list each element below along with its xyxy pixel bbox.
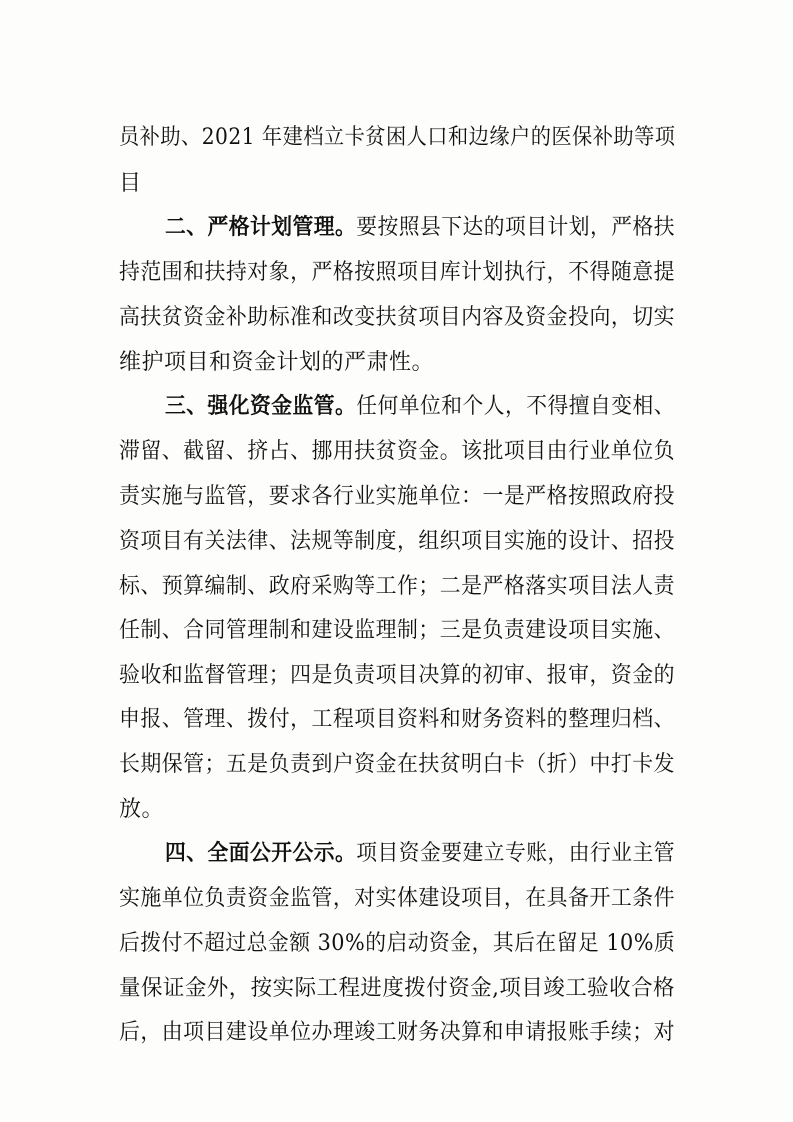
paragraph-line: 滞留、截留、挤占、挪用扶贫资金。该批项目由行业单位负 bbox=[119, 439, 675, 464]
paragraph-line: 实施单位负责资金监管，对实体建设项目，在具备开工条件 bbox=[119, 886, 675, 911]
paragraph-line: 高扶贫资金补助标准和改变扶贫项目内容及资金投向，切实 bbox=[119, 305, 675, 330]
section-2-first-line bbox=[165, 214, 675, 242]
paragraph-line: 标、预算编制、政府采购等工作；二是严格落实项目法人责 bbox=[119, 574, 675, 599]
paragraph-line: 放。 bbox=[119, 797, 165, 822]
paragraph-line: 持范围和扶持对象，严格按照项目库计划执行，不得随意提 bbox=[119, 260, 675, 285]
section-3-text: 任何单位和个人，不得擅自变相、 bbox=[356, 394, 676, 419]
paragraph-line: 员补助、2021 年建档立卡贫困人口和边缘户的医保补助等项 bbox=[119, 125, 676, 150]
section-3-heading: 三、强化资金监管。 bbox=[165, 394, 357, 419]
section-4-text: 项目资金要建立专账，由行业主管 bbox=[356, 841, 676, 866]
paragraph-line: 后拨付不超过总金额 30%的启动资金，其后在留足 10%质 bbox=[119, 931, 676, 956]
paragraph-line: 任制、合同管理制和建设监理制；三是负责建设项目实施、 bbox=[119, 618, 675, 643]
paragraph-line: 维护项目和资金计划的严肃性。 bbox=[119, 350, 435, 375]
paragraph-line: 目 bbox=[119, 171, 142, 196]
paragraph-line: 申报、管理、拨付，工程项目资料和财务资料的整理归档、 bbox=[119, 707, 675, 732]
paragraph-line: 量保证金外，按实际工程进度拨付资金,项目竣工验收合格 bbox=[119, 976, 675, 1001]
paragraph-line: 后，由项目建设单位办理竣工财务决算和申请报账手续；对 bbox=[119, 1020, 675, 1045]
paragraph-line: 资项目有关法律、法规等制度，组织项目实施的设计、招投 bbox=[119, 529, 675, 554]
section-4-heading: 四、全面公开公示。 bbox=[165, 841, 357, 866]
paragraph-line: 验收和监督管理；四是负责项目决算的初审、报审，资金的 bbox=[119, 663, 675, 688]
section-3-first-line bbox=[165, 393, 675, 421]
section-4-first-line bbox=[165, 840, 675, 868]
section-2-heading: 二、严格计划管理。 bbox=[165, 215, 357, 240]
paragraph-line: 责实施与监管，要求各行业实施单位：一是严格按照政府投 bbox=[119, 484, 675, 509]
paragraph-line: 长期保管；五是负责到户资金在扶贫明白卡（折）中打卡发 bbox=[119, 752, 675, 777]
section-2-text: 要按照县下达的项目计划，严格扶 bbox=[356, 215, 676, 240]
